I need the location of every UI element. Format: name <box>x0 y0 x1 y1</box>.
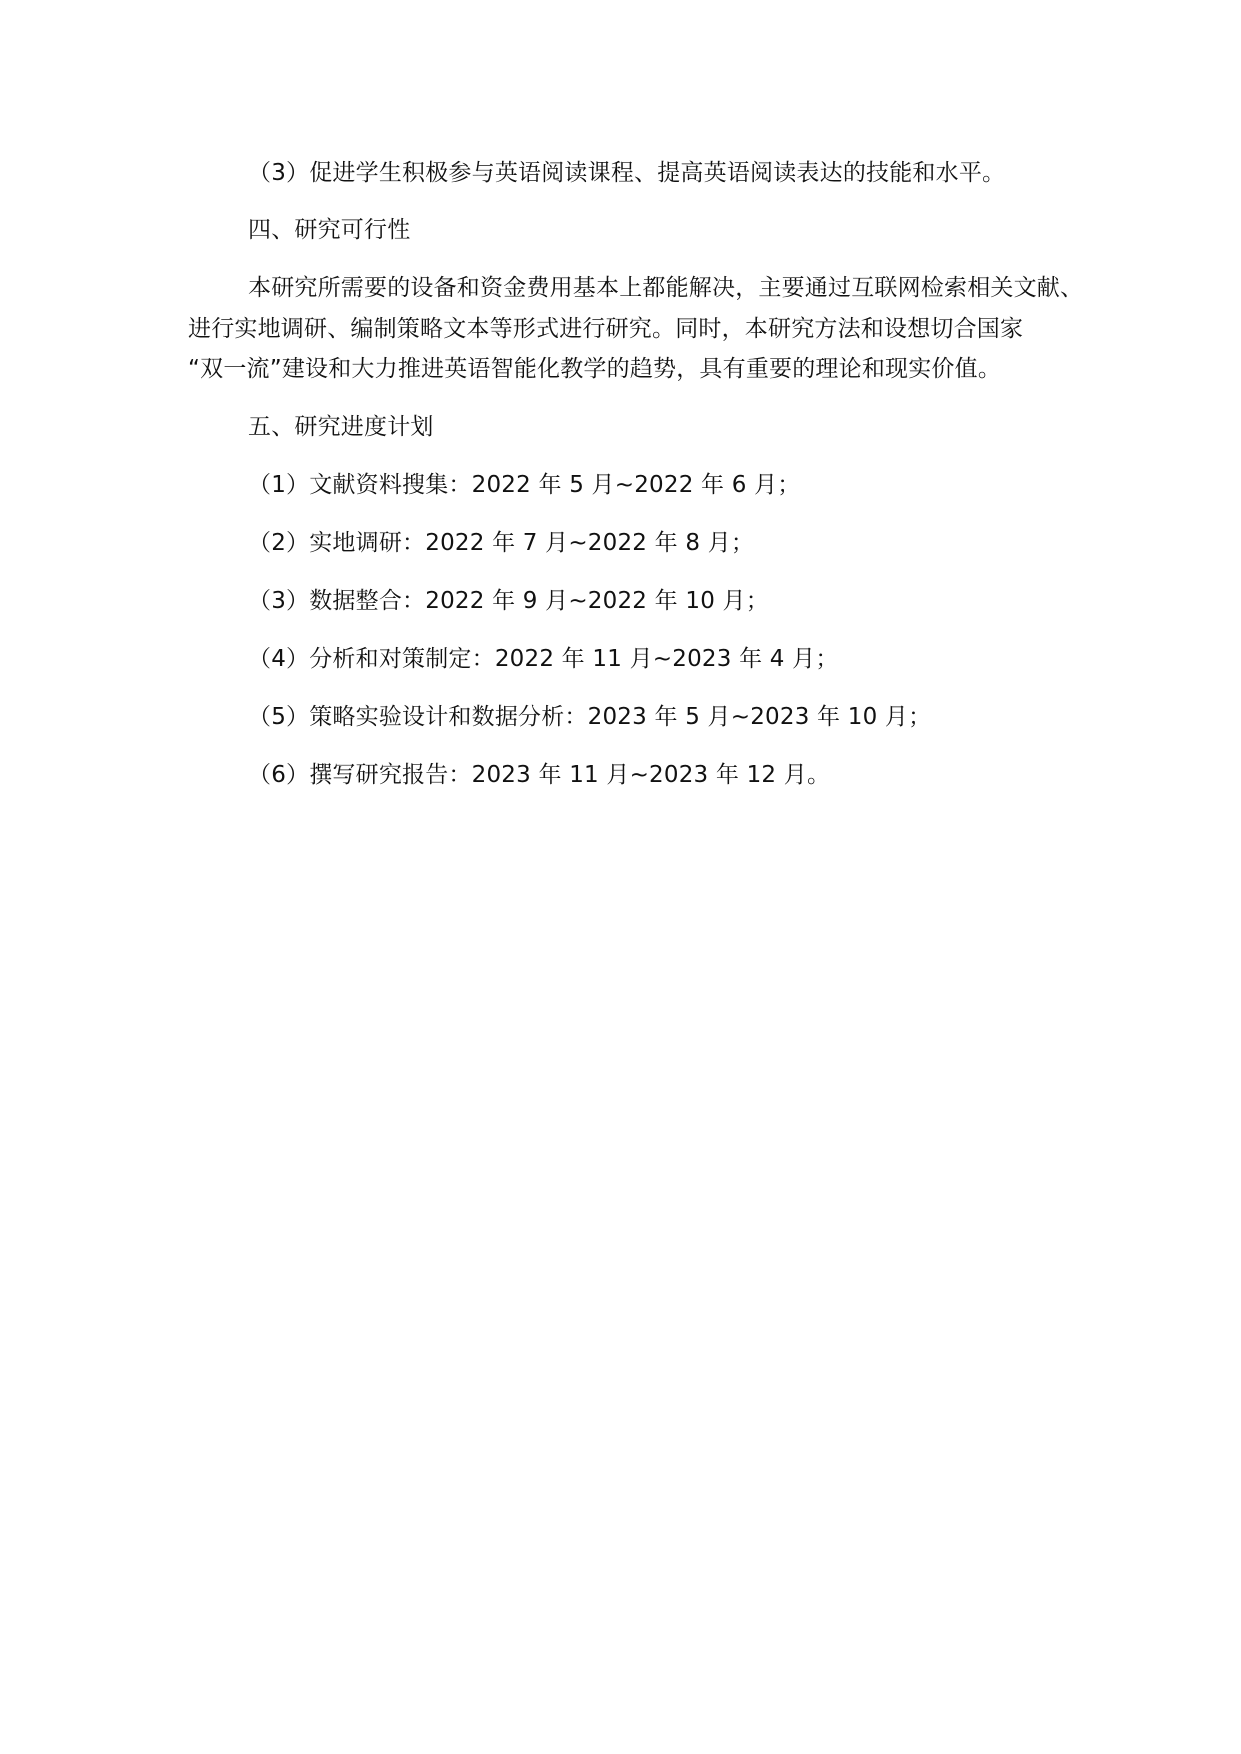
feasibility-paragraph-line-3: “双一流”建设和大力推进英语智能化教学的趋势，具有重要的理论和现实价值。 <box>188 356 1002 382</box>
objective-item-3: （3）促进学生积极参与英语阅读课程、提高英语阅读表达的技能和水平。 <box>248 160 1006 186</box>
schedule-item: （2）实地调研：2022 年 7 月~2022 年 8 月； <box>248 530 755 556</box>
schedule-item: （1）文献资料搜集：2022 年 5 月~2022 年 6 月； <box>248 472 801 498</box>
feasibility-paragraph-line-2: 进行实地调研、编制策略文本等形式进行研究。同时，本研究方法和设想切合国家 <box>188 316 1024 342</box>
section-heading-schedule: 五、研究进度计划 <box>248 414 434 440</box>
schedule-item: （6）撰写研究报告：2023 年 11 月~2023 年 12 月。 <box>248 762 831 788</box>
feasibility-paragraph-line-1: 本研究所需要的设备和资金费用基本上都能解决，主要通过互联网检索相关文献、 <box>248 275 1084 301</box>
schedule-item: （3）数据整合：2022 年 9 月~2022 年 10 月； <box>248 588 769 614</box>
section-heading-feasibility: 四、研究可行性 <box>248 217 411 243</box>
schedule-item: （4）分析和对策制定：2022 年 11 月~2023 年 4 月； <box>248 646 839 672</box>
schedule-item: （5）策略实验设计和数据分析：2023 年 5 月~2023 年 10 月； <box>248 704 932 730</box>
